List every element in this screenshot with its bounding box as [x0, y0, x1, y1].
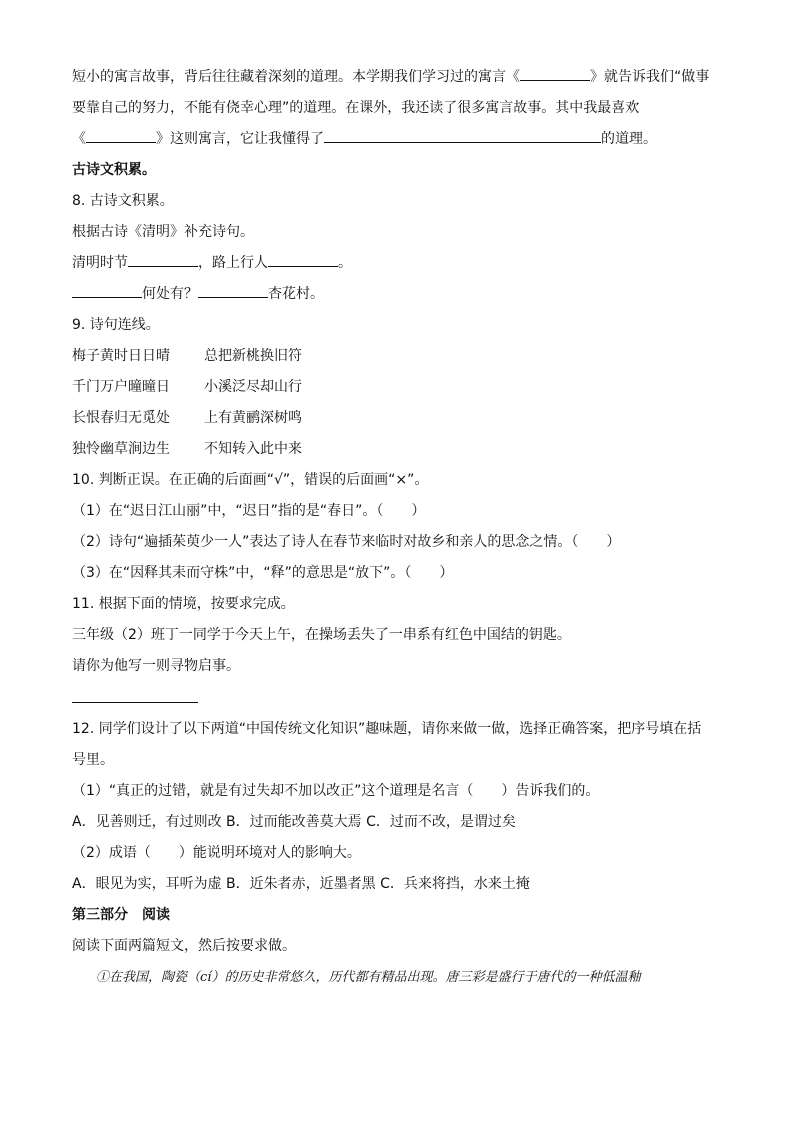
- poem-blank-3[interactable]: [72, 280, 142, 298]
- q8-line-2: [72, 279, 732, 310]
- fable-text: 》就告诉我们“做事: [590, 69, 710, 85]
- q11-task: 请你为他写一则寻物启事。: [72, 658, 240, 674]
- q8-line-1: [72, 248, 732, 279]
- part3-instruction: 阅读下面两篇短文，然后按要求做。: [72, 938, 296, 954]
- poem-blank-4[interactable]: [198, 280, 268, 298]
- section-heading-poetry: 古诗文积累。: [72, 162, 156, 178]
- poem-blank-2[interactable]: [268, 249, 338, 267]
- q12-title-line-1: 12. 同学们设计了以下两道“中国传统文化知识”趣味题，请你来做一做，选择正确答案，把序号填在括: [72, 721, 702, 737]
- fable-line-3: [72, 124, 732, 155]
- fable-text: 短小的寓言故事，背后往往藏着深刻的道理。本学期我们学习过的寓言《: [72, 69, 520, 85]
- match-left[interactable]: 长恨春归无觅处: [72, 410, 170, 426]
- q9-matching-list: [72, 341, 732, 465]
- q9-title: 9. 诗句连线。: [72, 317, 160, 333]
- fable-line-2: [72, 93, 732, 124]
- q8-title: 8. 古诗文积累。: [72, 193, 174, 209]
- match-right[interactable]: 小溪泛尽却山行: [204, 379, 302, 395]
- q12-sub-question-2[interactable]: （2）成语（ ）能说明环境对人的影响大。: [72, 845, 361, 861]
- match-right[interactable]: 总把新桃换旧符: [204, 348, 302, 364]
- match-right[interactable]: 不知转入此中来: [204, 441, 302, 457]
- fable-title-blank[interactable]: [520, 63, 590, 81]
- match-left[interactable]: 千门万户曈曈日: [72, 379, 170, 395]
- match-left[interactable]: 梅子黄时日日晴: [72, 348, 170, 364]
- poem-text: 杏花村。: [268, 286, 324, 302]
- q12-sub-question-1[interactable]: （1）“真正的过错，就是有过失却不加以改正”这个道理是名言（ ）告诉我们的。: [72, 783, 600, 799]
- q11-scenario: 三年级（2）班丁一同学于今天上午，在操场丢失了一串系有红色中国结的钥匙。: [72, 627, 571, 643]
- q12-options-1[interactable]: A．见善则迁，有过则改 B．过而能改善莫大焉 C．过而不改，是谓过矣: [72, 814, 516, 830]
- fable-text: 》这则寓言，它让我懂得了: [156, 131, 324, 147]
- q8-instruction: 根据古诗《清明》补充诗句。: [72, 224, 254, 240]
- q10-item-3[interactable]: （3）在“因释其耒而守株”中，“释”的意思是“放下”。（ ）: [72, 565, 454, 581]
- fable-text: 的道理。: [601, 131, 657, 147]
- q11-title: 11. 根据下面的情境，按要求完成。: [72, 596, 295, 612]
- match-row: [72, 341, 732, 372]
- fable-line-1: [72, 62, 732, 93]
- poem-text: ，路上行人: [198, 255, 268, 271]
- poem-text: 何处有？: [142, 286, 198, 302]
- fable-text: 要靠自己的努力，不能有侥幸心理”的道理。在课外，我还读了很多寓言故事。其中我最喜欢: [72, 100, 640, 116]
- match-row: [72, 403, 732, 434]
- match-row: [72, 372, 732, 403]
- part3-heading: 第三部分 阅读: [72, 907, 170, 923]
- lesson-blank[interactable]: [324, 125, 601, 143]
- favorite-fable-blank[interactable]: [86, 125, 156, 143]
- fable-text: 《: [72, 131, 86, 147]
- match-right[interactable]: 上有黄鹂深树鸣: [204, 410, 302, 426]
- match-left[interactable]: 独怜幽草涧边生: [72, 441, 170, 457]
- q10-title: 10. 判断正误。在正确的后面画“√”，错误的后面画“×”。: [72, 472, 429, 488]
- poem-blank-1[interactable]: [128, 249, 198, 267]
- worksheet-page: [72, 62, 732, 993]
- answer-line[interactable]: [72, 682, 198, 703]
- poem-text: 。: [338, 255, 352, 271]
- q12-title-line-2: 号里。: [72, 752, 114, 768]
- reading-passage-start: ①在我国，陶瓷（cí）的历史非常悠久，历代都有精品出现。唐三彩是盛行于唐代的一种低温釉: [96, 970, 641, 985]
- match-row: [72, 434, 732, 465]
- q12-options-2[interactable]: A．眼见为实，耳听为虚 B．近朱者赤，近墨者黑 C．兵来将挡，水来土掩: [72, 876, 530, 892]
- poem-text: 清明时节: [72, 255, 128, 271]
- q10-item-2[interactable]: （2）诗句“遍插茱萸少一人”表达了诗人在春节来临时对故乡和亲人的思念之情。（ ）: [72, 534, 621, 550]
- q10-item-1[interactable]: （1）在“迟日江山丽”中，“迟日”指的是“春日”。（ ）: [72, 503, 426, 519]
